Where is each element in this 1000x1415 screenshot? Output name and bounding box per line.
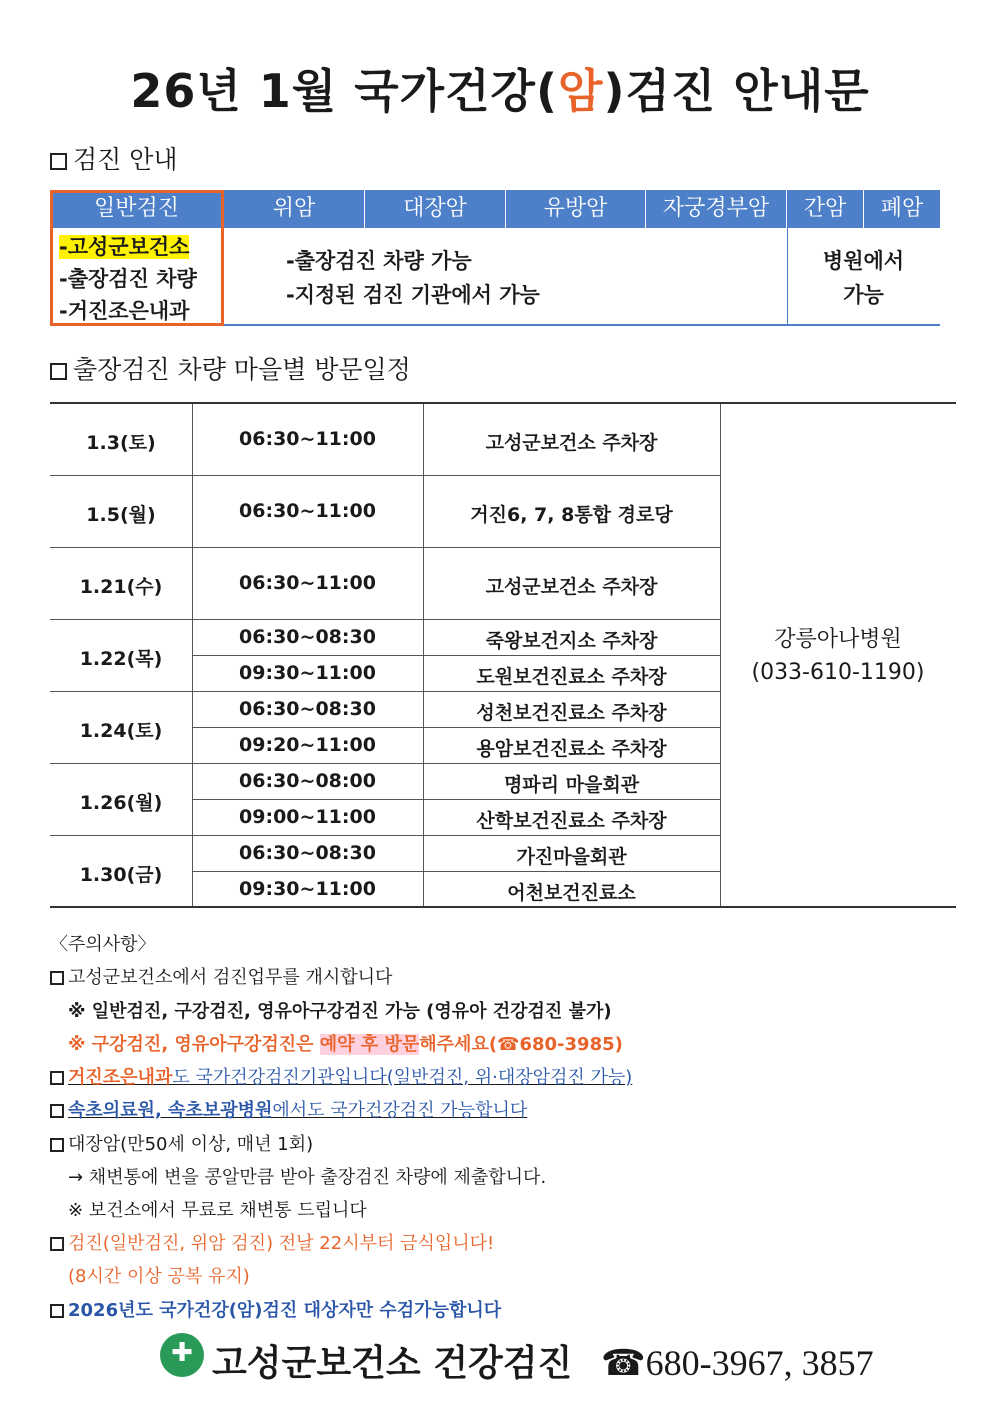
footer [212, 1335, 874, 1386]
schedule-date: 1.30(금) [79, 864, 163, 886]
schedule-row-divider [50, 547, 720, 548]
note-item: 대장암(만50세 이상, 매년 1회) [50, 1130, 313, 1156]
schedule-place: 고성군보건소 주차장 [485, 432, 658, 454]
title-red: 암 [558, 64, 604, 118]
schedule-place: 용암보건진료소 주차장 [476, 738, 667, 760]
schedule-table [50, 402, 956, 908]
note-item: 검진(일반검진, 위암 검진) 전날 22시부터 금식입니다! [50, 1229, 494, 1255]
schedule-row-divider [50, 835, 720, 836]
schedule-place: 가진마을회관 [516, 846, 627, 868]
note-sub: (8시간 이상 공복 유지) [68, 1266, 250, 1287]
note-sub: ※ 보건소에서 무료로 채변통 드립니다 [68, 1200, 367, 1221]
schedule-time: 06:30~11:00 [239, 500, 376, 522]
schedule-place: 고성군보건소 주차장 [485, 576, 658, 598]
schedule-date: 1.22(목) [79, 648, 163, 670]
schedule-subrow-divider [192, 871, 720, 872]
schedule-time: 06:30~08:30 [239, 698, 376, 720]
schedule-time: 06:30~08:00 [239, 770, 376, 792]
title-suffix: )검진 안내문 [603, 64, 870, 118]
schedule-row-divider [50, 619, 720, 620]
checkbox-icon [50, 1138, 64, 1152]
checkbox-icon [50, 971, 64, 985]
schedule-time: 09:30~11:00 [239, 662, 376, 684]
schedule-date: 1.24(토) [79, 720, 163, 742]
schedule-time: 06:30~08:30 [239, 842, 376, 864]
guide-hospital-item: 병원에서 [822, 249, 905, 273]
section-schedule-heading [50, 350, 411, 386]
schedule-row-divider [50, 691, 720, 692]
checkbox-icon [50, 1237, 64, 1251]
guide-header-lung: 폐암 [864, 190, 940, 228]
schedule-time: 06:30~08:30 [239, 626, 376, 648]
schedule-row-divider [50, 475, 720, 476]
guide-general-item: -거진조은내과 [59, 299, 190, 323]
notes-heading: 〈주의사항〉 [50, 934, 156, 955]
note-sub: → 채변통에 변을 콩알만큼 받아 출장검진 차량에 제출합니다. [68, 1167, 547, 1188]
schedule-subrow-divider [192, 727, 720, 728]
schedule-time: 09:00~11:00 [239, 806, 376, 828]
health-center-logo-icon [160, 1333, 204, 1377]
schedule-date: 1.26(월) [79, 792, 163, 814]
schedule-place: 어천보건진료소 [507, 882, 636, 904]
checkbox-icon [50, 1304, 64, 1318]
checkbox-icon [50, 1071, 64, 1085]
note-item: 2026년도 국가건강(암)검진 대상자만 수검가능합니다 [50, 1296, 501, 1322]
section-guide-heading [50, 140, 178, 176]
checkbox-icon [50, 363, 67, 380]
schedule-place: 거진6, 7, 8통합 경로당 [470, 504, 673, 526]
section-guide-label: 검진 안내 [73, 145, 178, 174]
footer-org: 고성군보건소 건강검진 [212, 1343, 573, 1384]
schedule-place: 성천보건진료소 주차장 [476, 702, 667, 724]
schedule-time: 09:20~11:00 [239, 734, 376, 756]
guide-bottom-line [224, 324, 940, 326]
guide-general-item: -출장검진 차량 [59, 267, 197, 291]
schedule-time: 06:30~11:00 [239, 428, 376, 450]
guide-table [50, 190, 940, 326]
guide-hospital-item: 가능 [843, 283, 884, 307]
guide-header-cervical: 자궁경부암 [646, 190, 787, 228]
schedule-hospital-name: 강릉아나병원 [774, 627, 902, 652]
checkbox-icon [50, 1104, 64, 1118]
schedule-subrow-divider [192, 799, 720, 800]
guide-cancer-item: -지정된 검진 기관에서 가능 [286, 283, 540, 307]
note-item: 고성군보건소에서 검진업무를 개시합니다 [50, 963, 392, 989]
guide-header-colon: 대장암 [365, 190, 506, 228]
schedule-row-divider [50, 763, 720, 764]
title-prefix: 26년 1월 국가건강( [130, 64, 559, 118]
schedule-time: 09:30~11:00 [239, 878, 376, 900]
guide-cancer-item: -출장검진 차량 가능 [286, 249, 472, 273]
schedule-subrow-divider [192, 655, 720, 656]
schedule-place: 도원보건진료소 주차장 [476, 666, 667, 688]
note-item: 속초의료원, 속초보광병원에서도 국가건강검진 가능합니다 [50, 1096, 527, 1122]
footer-phone: ☎680-3967, 3857 [600, 1343, 874, 1383]
guide-header-breast: 유방암 [506, 190, 646, 228]
guide-header-liver: 간암 [787, 190, 864, 228]
schedule-date: 1.21(수) [79, 576, 163, 598]
schedule-place: 산학보건진료소 주차장 [476, 810, 667, 832]
schedule-col-divider [720, 404, 721, 906]
guide-general-item: -고성군보건소 [59, 235, 190, 259]
guide-header-stomach: 위암 [224, 190, 365, 228]
schedule-date: 1.3(토) [86, 432, 156, 454]
section-schedule-label: 출장검진 차량 마을별 방문일정 [73, 355, 411, 384]
schedule-hospital-phone: (033-610-1190) [751, 660, 925, 685]
checkbox-icon [50, 153, 67, 170]
note-item: 거진조은내과도 국가건강검진기관입니다(일반검진, 위·대장암검진 가능) [50, 1063, 632, 1089]
guide-header-general: 일반검진 [50, 190, 224, 228]
schedule-time: 06:30~11:00 [239, 572, 376, 594]
schedule-date: 1.5(월) [86, 504, 156, 526]
note-sub: ※ 일반검진, 구강검진, 영유아구강검진 가능 (영유아 건강검진 불가) [68, 1001, 612, 1022]
schedule-place: 죽왕보건지소 주차장 [485, 630, 658, 652]
page-title [0, 55, 1000, 121]
schedule-place: 명파리 마을회관 [503, 774, 640, 796]
note-sub: ※ 구강검진, 영유아구강검진은 예약 후 방문해주세요(☎680-3985) [68, 1034, 623, 1055]
